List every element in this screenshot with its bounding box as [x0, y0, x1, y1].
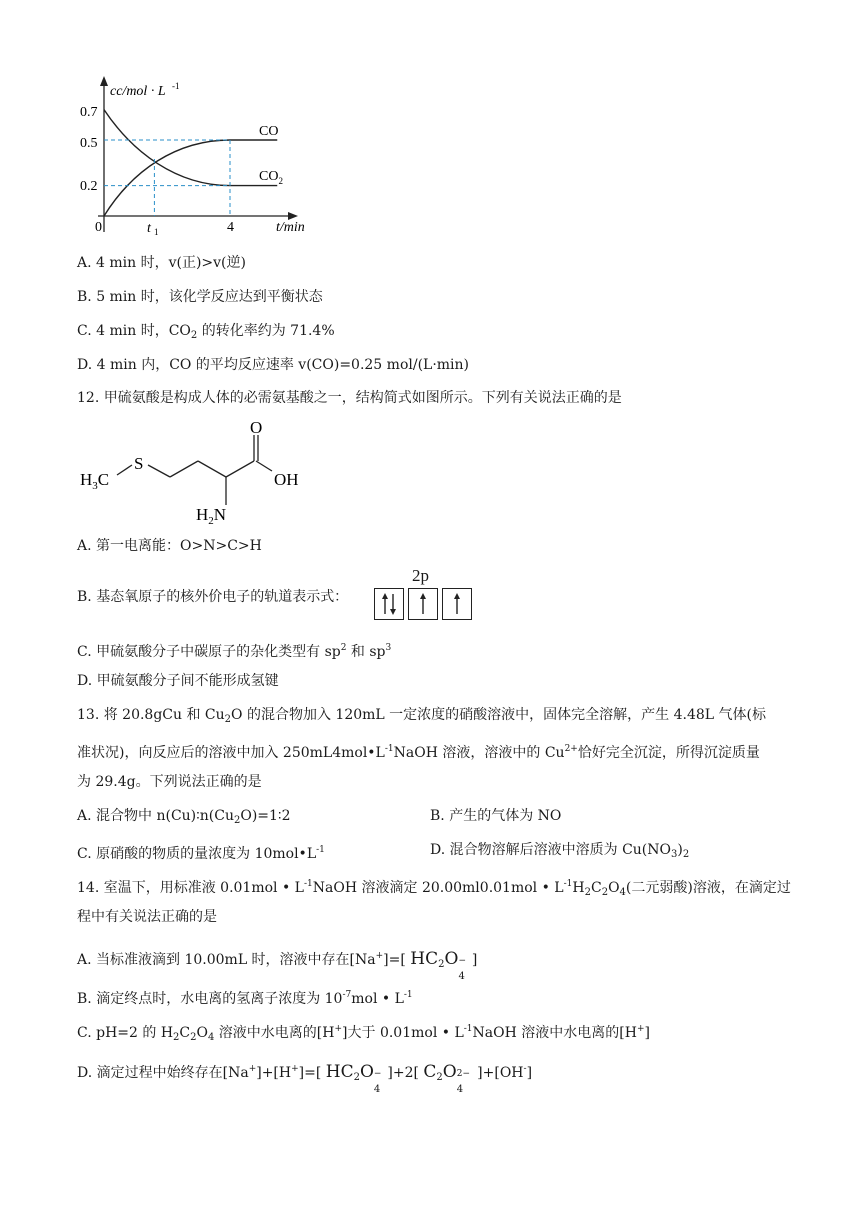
h2n-label: $H_2N$: [196, 505, 227, 525]
q13-option-a: A. 混合物中 $n(Cu)∶n(Cu_2O)=1∶2$: [77, 808, 291, 826]
orbital-label: 2p: [412, 566, 429, 585]
s-label: S: [134, 454, 144, 473]
q12-option-a: A. 第一电离能：O>N>C>H: [77, 538, 262, 554]
q13-stem-line1: 13. 将 20.8gCu 和 $Cu_2O$ 的混合物加入 120mL 一定浓度的硝酸溶液中，固体完全溶解，产生 4.48L 气体(标: [77, 707, 766, 725]
co2-curve: [104, 110, 277, 186]
svg-text:1: 1: [154, 227, 159, 237]
o-label: O: [250, 418, 263, 437]
q11-option-b: B. 5 min 时，该化学反应达到平衡状态: [77, 289, 323, 305]
y-tick-07: 0.7: [80, 105, 98, 120]
y-axis-label: cc/mol · L: [110, 84, 166, 99]
q14-option-a: A. 当标准液滴到 10.00mL 时，溶液中存在[Na+]=[ $HC_2O$ − 4 ]: [77, 949, 478, 982]
y-tick-02: 0.2: [80, 179, 98, 194]
q12-option-c: C. 甲硫氨酸分子中碳原子的杂化类型有 $sp^2$ 和 $sp^3$: [77, 643, 392, 660]
curve-label-co2: $CO_2$: [259, 169, 283, 186]
q14-option-d: D. 滴定过程中始终存在[Na+]+[H+]=[ $HC_2O$ − 4 ]+2[ $C_2O$ 2− 4 ]+[OH-]: [77, 1062, 533, 1095]
q11-option-c: C. 4 min 时，$CO_2$ 的转化率约为 71.4%: [77, 323, 335, 341]
x-tick-0: 0: [95, 220, 102, 235]
q14-option-c: C. pH=2 的 $H_2C_2O_4$ 溶液中水电离的[H+]大于 0.01mol • $L^{-1}NaOH$ 溶液中水电离的[H+]: [77, 1024, 650, 1043]
x-axis-label: t/min: [276, 220, 305, 235]
q13-stem-line2: 准状况)，向反应后的溶液中加入 $250mL4mol•L^{-1}NaOH$ 溶液，溶液中的 $Cu^{2+}$恰好完全沉淀，所得沉淀质量: [77, 744, 760, 761]
y-axis-arrow: [100, 76, 108, 86]
q13-option-c: C. 原硝酸的物质的量浓度为 $10mol•L^{-1}$: [77, 845, 325, 862]
h3c-label: $H_3C$: [80, 470, 110, 492]
q12-stem: 12. 甲硫氨酸是构成人体的必需氨基酸之一，结构简式如图所示。下列有关说法正确的是: [77, 390, 622, 406]
methionine-structure: [0, 415, 860, 525]
q14-stem-line1: 14. 室温下，用标准液 0.01mol • $L^{-1}NaOH$ 溶液滴定 20.00ml0.01mol • $L^{-1}H_2C_2O_4$(二元弱酸)溶液，在滴定过: [77, 879, 791, 898]
oh-label: OH: [274, 470, 299, 489]
x-tick-t1: t: [147, 221, 151, 236]
orbital-arrows: [374, 588, 494, 622]
q11-option-a: A. 4 min 时，v(正)>v(逆): [77, 255, 246, 271]
x-axis-arrow: [288, 212, 298, 220]
x-tick-4: 4: [227, 220, 234, 235]
q14-stem-line2: 程中有关说法正确的是: [77, 909, 217, 925]
concentration-time-graph: [0, 0, 860, 240]
svg-text:-1: -1: [172, 81, 180, 91]
q12-option-b: B. 基态氧原子的核外价电子的轨道表示式：: [77, 589, 349, 605]
q13-option-b: B. 产生的气体为 NO: [430, 808, 562, 824]
y-tick-05: 0.5: [80, 136, 98, 151]
q14-option-b: B. 滴定终点时，水电离的氢离子浓度为 $10^{-7}mol$ • $L^{-1}$: [77, 990, 413, 1007]
co-curve: [104, 140, 277, 216]
q11-option-d: D. 4 min 内，CO 的平均反应速率 v(CO)=0.25 mol/(L·min): [77, 357, 470, 373]
q13-option-d: D. 混合物溶解后溶液中溶质为 $Cu(NO_3)_2$: [430, 842, 690, 860]
curve-label-co: CO: [259, 124, 279, 139]
q13-stem-line3: 为 29.4g。下列说法正确的是: [77, 774, 262, 790]
q12-option-d: D. 甲硫氨酸分子间不能形成氢键: [77, 673, 279, 689]
